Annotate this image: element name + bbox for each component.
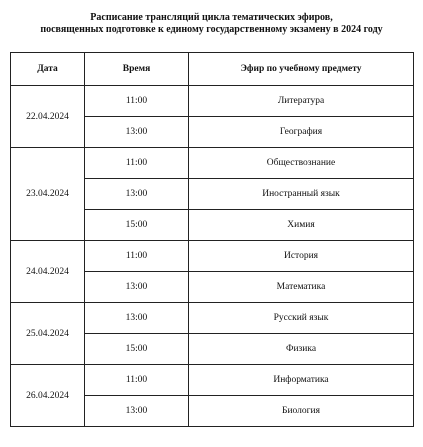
subject-cell: Математика <box>189 272 414 303</box>
date-cell: 24.04.2024 <box>11 241 85 303</box>
time-cell: 11:00 <box>85 148 189 179</box>
table-row <box>11 148 414 179</box>
table-header <box>11 53 414 86</box>
schedule-table <box>10 52 414 427</box>
time-cell: 13:00 <box>85 179 189 210</box>
header-row <box>11 53 414 86</box>
date-cell: 23.04.2024 <box>11 148 85 241</box>
time-cell: 11:00 <box>85 241 189 272</box>
subject-cell: Русский язык <box>189 303 414 334</box>
header-time: Время <box>85 53 189 86</box>
time-cell: 13:00 <box>85 272 189 303</box>
time-cell: 13:00 <box>85 117 189 148</box>
document-title <box>0 12 423 36</box>
time-cell: 15:00 <box>85 334 189 365</box>
time-cell: 13:00 <box>85 303 189 334</box>
time-cell: 13:00 <box>85 396 189 427</box>
date-cell: 25.04.2024 <box>11 303 85 365</box>
table-row <box>11 365 414 396</box>
subject-cell: Химия <box>189 210 414 241</box>
date-cell: 22.04.2024 <box>11 86 85 148</box>
table-row <box>11 86 414 117</box>
subject-cell: География <box>189 117 414 148</box>
header-subject: Эфир по учебному предмету <box>189 53 414 86</box>
time-cell: 11:00 <box>85 86 189 117</box>
subject-cell: Информатика <box>189 365 414 396</box>
title-line-1: Расписание трансляций цикла тематических эфиров, <box>90 12 333 23</box>
header-date: Дата <box>11 53 85 86</box>
table-row <box>11 241 414 272</box>
subject-cell: Обществознание <box>189 148 414 179</box>
table-body <box>11 86 414 427</box>
table-row <box>11 303 414 334</box>
subject-cell: Иностранный язык <box>189 179 414 210</box>
subject-cell: История <box>189 241 414 272</box>
subject-cell: Физика <box>189 334 414 365</box>
date-cell: 26.04.2024 <box>11 365 85 427</box>
subject-cell: Биология <box>189 396 414 427</box>
time-cell: 11:00 <box>85 365 189 396</box>
time-cell: 15:00 <box>85 210 189 241</box>
title-line-2: посвященных подготовке к единому государственному экзамену в 2024 году <box>40 24 383 35</box>
subject-cell: Литература <box>189 86 414 117</box>
